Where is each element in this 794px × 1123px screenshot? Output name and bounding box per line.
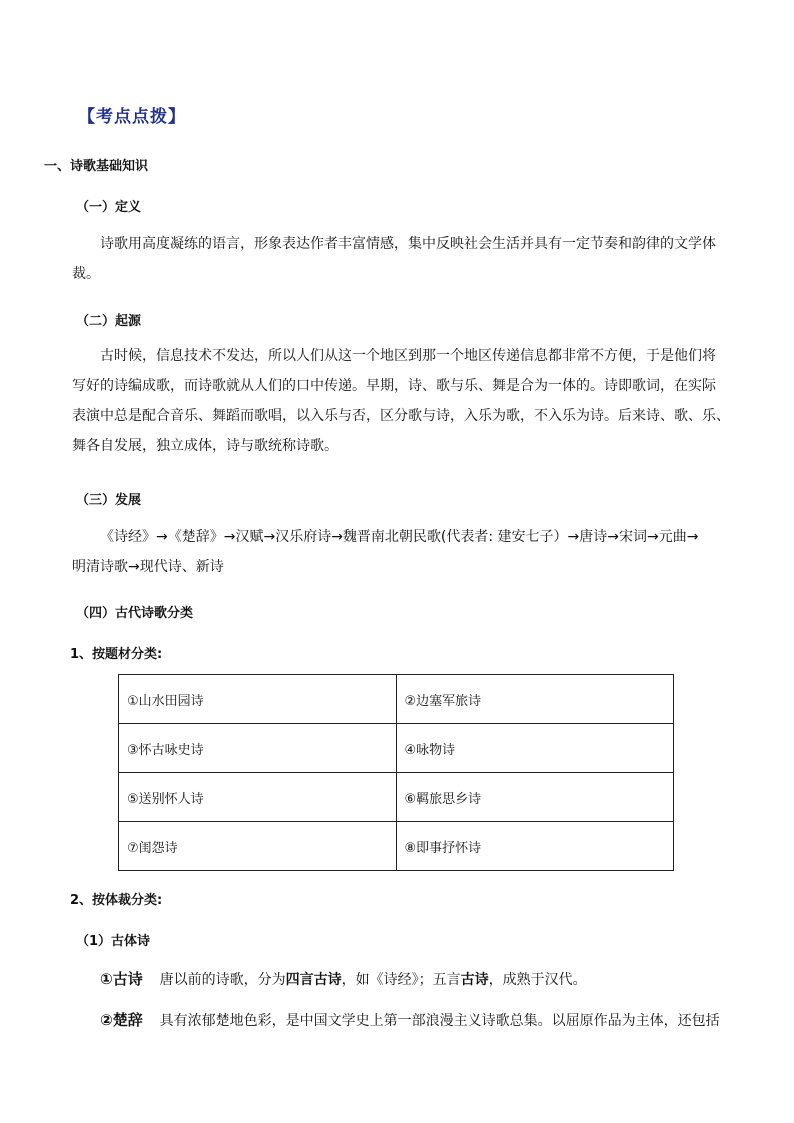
origin-line-3: 表演中总是配合音乐、舞蹈而歌唱，以入乐与否，区分歌与诗，入乐为歌，不入乐为诗。后来诗、歌、乐、 [72,408,730,424]
table-row [119,773,674,822]
page-title: 【考点点拨】 [78,107,186,127]
subheading-classification: （四）古代诗歌分类 [76,606,194,621]
table-cell: ①山水田园诗 [119,675,397,724]
origin-line-1: 古时候，信息技术不发达，所以人们从这一个地区到那一个地区传递信息都非常不方便，于是他们将 [100,348,716,364]
table-cell: ⑧即事抒怀诗 [396,822,674,871]
ancient-poetry-item-2 [100,1009,720,1030]
table-row [119,675,674,724]
definition-paragraph [72,229,732,289]
item-emphasis: 古诗 [460,972,489,988]
subheading-by-subject: 1、按题材分类: [70,647,163,662]
subheading-definition: （一）定义 [76,200,142,215]
item-tag: ①古诗 [100,970,143,988]
item-emphasis: 四言古诗 [285,972,342,988]
item-tag: ②楚辞 [100,1011,143,1029]
origin-paragraph [72,341,732,461]
subheading-by-form: 2、按体裁分类: [70,893,163,908]
section-heading-poetry-basics: 一、诗歌基础知识 [44,159,149,174]
development-line-2: 明清诗歌→现代诗、新诗 [72,559,224,575]
development-paragraph [72,522,732,582]
table-row [119,724,674,773]
origin-line-4: 舞各自发展，独立成体，诗与歌统称诗歌。 [72,438,338,454]
table-cell: ⑤送别怀人诗 [119,773,397,822]
subheading-development: （三）发展 [76,493,142,508]
development-line-1: 《诗经》→《楚辞》→汉赋→汉乐府诗→魏晋南北朝民歌(代表者: 建安七子）→唐诗→宋词→元曲→ [100,529,699,545]
table-row [119,822,674,871]
table-cell: ⑦闺怨诗 [119,822,397,871]
origin-line-2: 写好的诗编成歌，而诗歌就从人们的口中传递。早期，诗、歌与乐、舞是合为一体的。诗即歌词，在实际 [72,378,716,394]
ancient-poetry-item-1 [100,968,587,989]
item-text: ，成熟于汉代。 [488,972,587,988]
item-text: 具有浓郁楚地色彩，是中国文学史上第一部浪漫主义诗歌总集。以屈原作品为主体，还包括 [159,1013,720,1029]
subheading-ancient-poetry: （1）古体诗 [76,934,151,949]
table-cell: ③怀古咏史诗 [119,724,397,773]
subheading-origin: （二）起源 [76,314,142,329]
definition-line-2: 裁。 [72,266,100,282]
table-cell: ⑥羁旅思乡诗 [396,773,674,822]
item-text: 唐以前的诗歌，分为 [159,972,286,988]
table-cell: ④咏物诗 [396,724,674,773]
subject-classification-table [118,674,674,871]
table-cell: ②边塞军旅诗 [396,675,674,724]
definition-line-1: 诗歌用高度凝练的语言，形象表达作者丰富情感，集中反映社会生活并具有一定节奏和韵律的文学体 [100,236,716,252]
item-text: ，如《诗经》；五言 [341,972,461,988]
